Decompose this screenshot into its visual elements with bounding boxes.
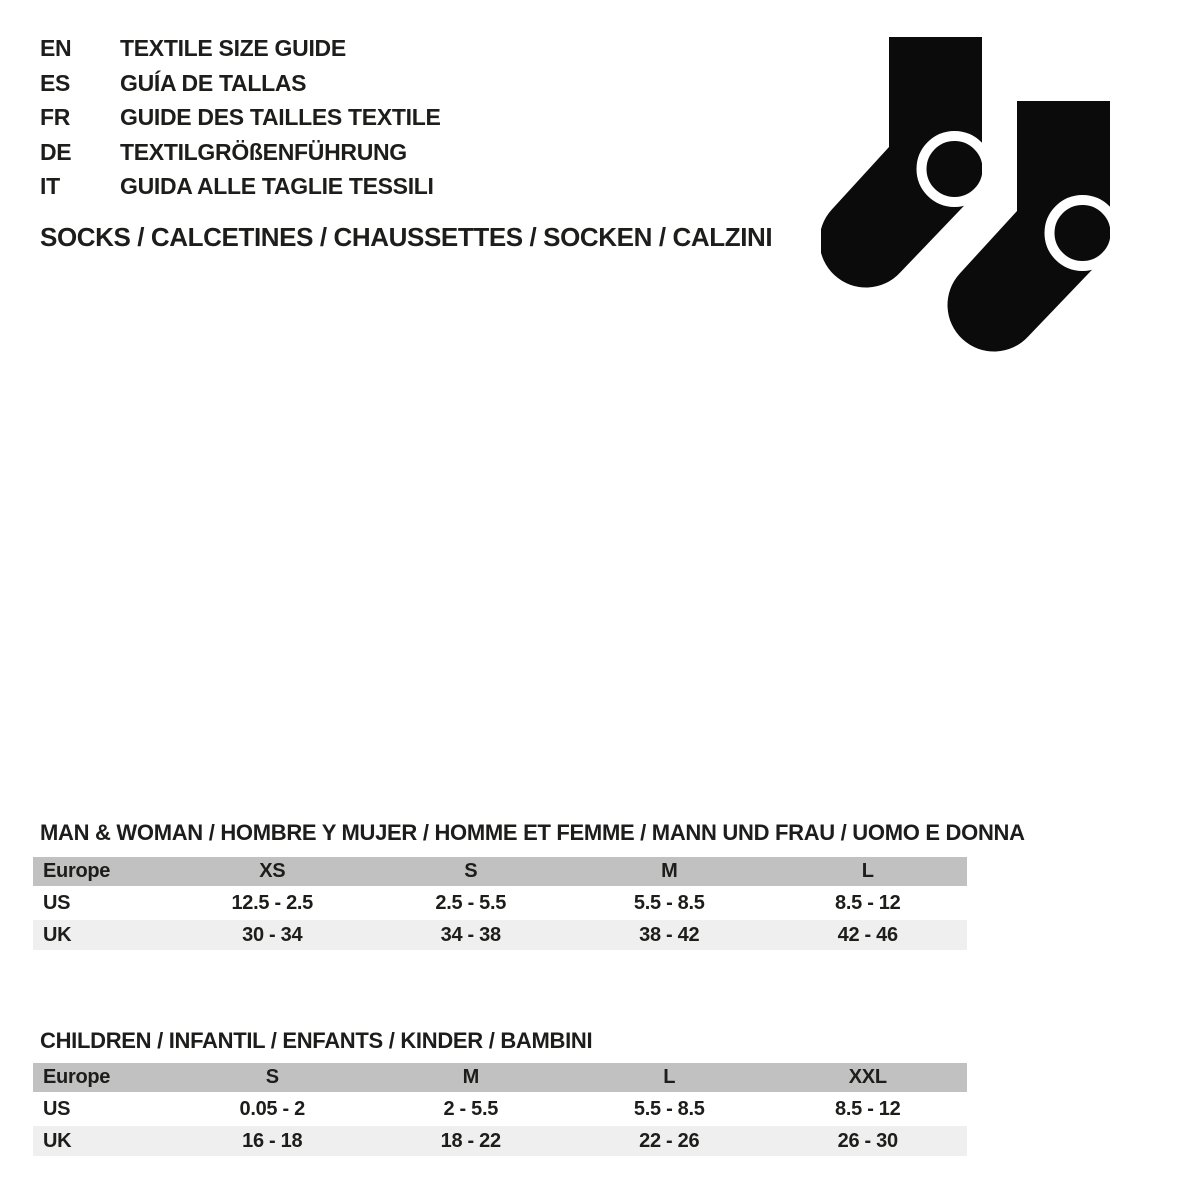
size-section-adult bbox=[33, 820, 1025, 950]
header-cell-size: XS bbox=[259, 860, 286, 882]
language-code: IT bbox=[40, 173, 60, 199]
size-value: 42 - 46 bbox=[837, 923, 898, 946]
size-value: 30 - 34 bbox=[242, 923, 303, 946]
table-header-row bbox=[33, 857, 967, 886]
size-value: 16 - 18 bbox=[242, 1129, 303, 1152]
language-code: FR bbox=[40, 104, 71, 130]
size-value: 2.5 - 5.5 bbox=[435, 891, 507, 914]
product-category-title: SOCKS / CALCETINES / CHAUSSETTES / SOCKEN / CALZINI bbox=[40, 222, 773, 252]
language-row-de bbox=[40, 135, 441, 170]
row-label: US bbox=[43, 891, 71, 914]
language-code: DE bbox=[40, 138, 72, 165]
size-section-children bbox=[33, 1028, 967, 1156]
language-row-en bbox=[40, 31, 441, 66]
language-label: GUIDA ALLE TAGLIE TESSILI bbox=[120, 173, 434, 199]
header-cell-size: L bbox=[861, 860, 874, 882]
size-value: 5.5 - 8.5 bbox=[633, 1097, 705, 1120]
header-cell-size: S bbox=[265, 1066, 279, 1088]
language-row-fr bbox=[40, 100, 441, 135]
language-label: TEXTILE SIZE GUIDE bbox=[120, 35, 346, 61]
language-label: TEXTILGRÖßENFÜHRUNG bbox=[120, 138, 407, 165]
section-title-children: CHILDREN / INFANTIL / ENFANTS / KINDER / BAMBINI bbox=[40, 1028, 593, 1053]
row-label: UK bbox=[43, 1129, 72, 1152]
language-label: GUÍA DE TALLAS bbox=[120, 69, 307, 96]
header-cell-size: L bbox=[663, 1066, 676, 1088]
size-value: 12.5 - 2.5 bbox=[231, 891, 313, 914]
size-value: 26 - 30 bbox=[837, 1129, 898, 1152]
size-table-children bbox=[33, 1063, 967, 1156]
table-row-us bbox=[33, 1092, 967, 1126]
section-title-adult: MAN & WOMAN / HOMBRE Y MUJER / HOMME ET FEMME / MANN UND FRAU / UOMO E DONNA bbox=[40, 820, 1025, 845]
language-code: ES bbox=[40, 69, 71, 96]
size-value: 2 - 5.5 bbox=[443, 1097, 499, 1120]
table-row-uk bbox=[33, 1126, 967, 1156]
header-cell-size: XXL bbox=[848, 1066, 887, 1088]
language-row-it bbox=[40, 169, 441, 204]
socks-icon bbox=[821, 37, 1121, 353]
table-header-row bbox=[33, 1063, 967, 1092]
size-value: 8.5 - 12 bbox=[835, 891, 901, 914]
header-cell-size: S bbox=[464, 860, 478, 882]
language-title-block bbox=[40, 31, 441, 204]
size-value: 22 - 26 bbox=[639, 1129, 700, 1152]
table-row-us bbox=[33, 886, 967, 920]
size-value: 8.5 - 12 bbox=[835, 1097, 901, 1120]
header-cell-region: Europe bbox=[43, 860, 111, 882]
table-row-uk bbox=[33, 920, 967, 950]
size-value: 18 - 22 bbox=[440, 1129, 501, 1152]
header-cell-region: Europe bbox=[43, 1066, 111, 1088]
header-cell-size: M bbox=[661, 860, 678, 882]
size-value: 38 - 42 bbox=[639, 923, 700, 946]
row-label: UK bbox=[43, 923, 72, 946]
size-value: 5.5 - 8.5 bbox=[633, 891, 705, 914]
header-cell-size: M bbox=[462, 1066, 479, 1088]
language-label: GUIDE DES TAILLES TEXTILE bbox=[120, 104, 441, 130]
language-row-es bbox=[40, 66, 441, 101]
size-table-adult bbox=[33, 857, 967, 950]
size-value: 0.05 - 2 bbox=[239, 1097, 305, 1120]
size-value: 34 - 38 bbox=[440, 923, 501, 946]
language-code: EN bbox=[40, 35, 72, 61]
row-label: US bbox=[43, 1097, 71, 1120]
